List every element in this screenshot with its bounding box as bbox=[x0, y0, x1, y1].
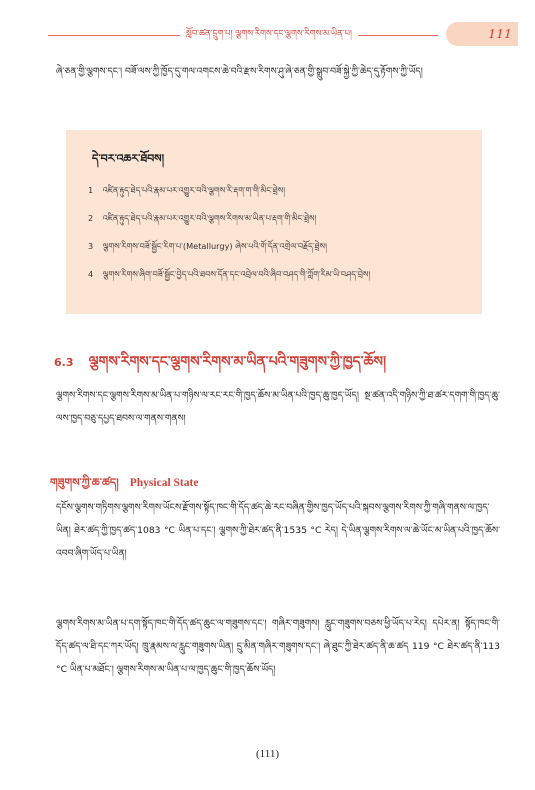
box-title: དེ་བར་འཆར་ཐོབས། bbox=[92, 152, 165, 165]
intro-paragraph: ཞེ་ཅན་གྱི་ལྕགས་དང་། བཟོ་ལས་ཀྱི་ཁྱོད་དུ་གལ་འགངས་ཆེ་བའི་རྫས་རིགས་ཤུ་ཞེ་ཅན་གྱི་སྒྲུབ་བཟོ་སྐྱེ་ཀྱི་ཆེད་དུ་རྟོགས་ཀྱི་ཡོད། bbox=[56, 66, 423, 77]
discussion-box bbox=[66, 130, 482, 314]
box-item bbox=[88, 182, 285, 205]
section-heading bbox=[54, 345, 386, 385]
header-chapter-title: སློབ་ཚན་དྲུག་པ། ལྕགས་རིགས་དང་ལྕགས་རིགས་མ་ཡིན་པ། bbox=[180, 25, 358, 48]
running-header bbox=[48, 20, 518, 50]
box-item bbox=[88, 210, 316, 233]
box-item-text: འཛིན་རྟུད་ཐེད་པའི་རྣམ་པར་འགྱུར་བའི་ལྕགས་རིགས་མ་ཡིན་པ་རྡག་གི་མིང་ཐྲེས། bbox=[102, 213, 317, 223]
box-item-number: 4 bbox=[88, 269, 94, 279]
box-item-number: 2 bbox=[88, 213, 94, 223]
body-paragraph: ལྕགས་རིགས་མ་ཡིན་པ་དག་སྟོད་ཁང་གི་དོད་ཚད་ཆུང་ལ་གཟུགས་དང་། གཞིར་གཟུགས། རླུང་གཟུགས་བཅས་ཕྱི་ཡོད་པ་རེད། དཔེར་ན། སྟོད་ཁང་གི་དོད་ཚད་ལ་ཐི་དང་ཀར་ཡོད། ཁྲུ་རྣམས་ལ་རླུང་གཟུགས་ཡིན། དྲུ་མིན་གཞིར་གཟུགས་དང་། ཞེ་ཐུང་ཀྱི་ཐེར་ཚད་ནི་ཆ་ཚད 119 °C ཐེར་ཚད་ནི་113 °C ཡིན་པ་མཐོང་། ལྕགས་རིགས་མ་ཡིན་པ་ལ་ཁྱད་ཆུང་གི་ཁྱད་ཆོས་ཡོད། bbox=[56, 618, 500, 675]
body-paragraph: དངོས་ལྕགས་གཏིགས་ལྕགས་རིགས་ཡོངས་རྫོགས་སྟོད་ཁང་གི་དོད་ཚད་ཆེ་རང་བཞིན་གྱིས་ཁྱད་ཡོད་པའི་སྐབས་ལྕགས་རིགས་ཀྱི་གཞི་གནས་ལ་ཁྱད་ཡིན། ཐེར་ཚད་ཀྱི་ཁྱད་ཚད་1083 °C ཡིན་པ་དང་། ལྕགས་ཀྱི་ཐེར་ཚད་ནི་1535 °C རེད། དེ་ཡིན་ལྕགས་རིགས་ལ་ཆེ་ཡོང་མ་ཡིན་པའི་ཁྱད་ཆོས་འབབ་ཞིག་ཡོད་པ་ཡིན། bbox=[56, 502, 500, 559]
box-item-number: 1 bbox=[88, 185, 94, 195]
header-page-number: 111 bbox=[446, 22, 518, 46]
box-item-text: ལྕགས་རིགས་ཞིག་བཟོ་སྦྱོང་བྱེད་པའི་ཐབས་དོན་དང་འབྲེལ་བའི་ཞིབ་བཤད་གི་ཀློག་རིམ་ཡི་བཤད་བྲེས། bbox=[102, 269, 371, 279]
section-number: 6.3 bbox=[54, 356, 74, 369]
section-intro-paragraph: ལྕགས་རིགས་དང་ལྕགས་རིགས་མ་ཡིན་པ་གཉིས་ལ་རང་རང་གི་ཁྱད་ཆོས་མ་ཡིན་པའི་ཁྱད་ཆུ་ཁྱད་ཡོད། སྔ་ཚན་འདི་གཉིས་ཀྱི་ཐ་ཚར་དགག་གི་ཁྱད་ཆུ་ལས་ཁྱད་བཅུ་དཔྱད་ཐབས་ལ་གནས་གནས། bbox=[56, 390, 500, 424]
subsection-title-english: Physical State bbox=[129, 477, 199, 489]
box-item bbox=[88, 238, 327, 261]
box-item-text: ལྕགས་རིགས་བཟོ་སྦྱོང་རིག་པ་(Metallurgy) ཞེས་པའི་གོ་དོན་འགྲེལ་བརྗོད་ཐྲེས། bbox=[102, 241, 327, 251]
box-item-number: 3 bbox=[88, 241, 94, 251]
footer-page-number: (111) bbox=[255, 748, 279, 760]
box-item bbox=[88, 266, 370, 289]
section-title: ལྕགས་རིགས་དང་ལྕགས་རིགས་མ་ཡིན་པའི་གཟུགས་ཀྱི་ཁྱད་ཆོས། bbox=[88, 354, 387, 370]
subsection-title-tibetan: གཟུགས་ཀྱི་ཆ་ཚད། bbox=[50, 476, 119, 489]
box-item-text: འཛིན་རྟུད་ཐེད་པའི་རྣམ་པར་འགྱུར་བའི་ལྕགས་རི་རྡག་ག་གི་མིང་ཐྲེས། bbox=[102, 185, 286, 195]
